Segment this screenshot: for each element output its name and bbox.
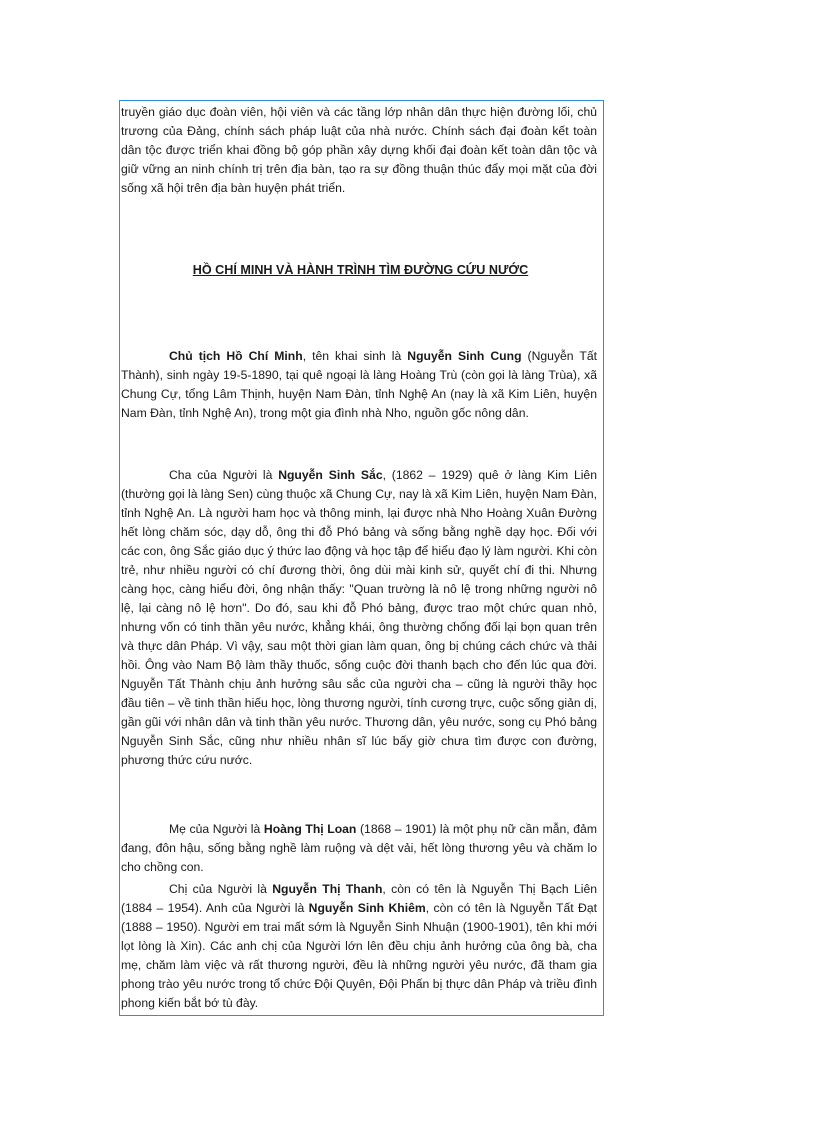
sister-name: Nguyễn Thị Thanh bbox=[272, 882, 383, 896]
brother-name: Nguyễn Sinh Khiêm bbox=[308, 901, 426, 915]
ho-chi-minh-name: Chủ tịch Hồ Chí Minh bbox=[169, 349, 303, 363]
intro-paragraph: truyền giáo dục đoàn viên, hội viên và các tầng lớp nhân dân thực hiện đường lối, chủ trương của Đảng, chính sách pháp luật của nhà nước. Chính sách đại đoàn kết toàn dân tộc được triển khai đồng bộ góp phần xây dựng khối đại đoàn kết toàn dân tộc và giữ vững an ninh chính trị trên địa bàn, tạo ra sự đồng thuận thúc đẩy mọi mặt của đời sống xã hội trên địa bàn huyện phát triển. bbox=[121, 105, 597, 195]
mother-name: Hoàng Thị Loan bbox=[263, 822, 357, 836]
paragraph-mother: Mẹ của Người là Hoàng Thị Loan (1868 – 1901) là một phụ nữ cần mẫn, đảm đang, đôn hậu, sống bằng nghề làm ruộng và dệt vải, hết lòng thương yêu và chăm lo cho chồng con. bbox=[121, 822, 597, 874]
father-name: Nguyễn Sinh Sắc bbox=[278, 468, 383, 482]
paragraph-siblings: Chị của Người là Nguyễn Thị Thanh, còn có tên là Nguyễn Thị Bạch Liên (1884 – 1954). Anh của Người là Nguyễn Sinh Khiêm, còn có tên là Nguyễn Tất Đạt (1888 – 1950). Người em trai mất sớm là Nguyễn Sinh Nhuận (1900-1901), tên khi mới lọt lòng là Xin). Các anh chị của Người lớn lên đều chịu ảnh hưởng của ông bà, cha mẹ, chăm làm việc và rất thương người, đều là những người yêu nước, đã tham gia phong trào yêu nước trong tổ chức Đội Quyên, Đội Phấn bị thực dân Pháp và triều đình phong kiến bắt bớ tù đày. bbox=[121, 882, 598, 1010]
paragraph-birth: Chủ tịch Hồ Chí Minh, tên khai sinh là Nguyễn Sinh Cung (Nguyễn Tất Thành), sinh ngày 19-5-1890, tại quê ngoại là làng Hoàng Trù (còn gọi là làng Trùa), xã Chung Cự, tổng Lâm Thịnh, huyện Nam Đàn, tỉnh Nghệ An (nay là xã Kim Liên, huyện Nam Đàn, tỉnh Nghệ An), trong một gia đình nhà Nho, nguồn gốc nông dân. bbox=[121, 349, 597, 420]
paragraph-father: Cha của Người là Nguyễn Sinh Sắc, (1862 – 1929) quê ở làng Kim Liên (thường gọi là làng Sen) cùng thuộc xã Chung Cự, nay là xã Kim Liên, huyện Nam Đàn, tỉnh Nghệ An. Là người ham học và thông minh, lại được nhà Nho Hoàng Xuân Đường hết lòng chăm sóc, dạy dỗ, ông thi đỗ Phó bảng và sống bằng nghề dạy học. Đối với các con, ông Sắc giáo dục ý thức lao động và học tập để hiểu đạo lý làm người. Khi còn trẻ, như nhiều người có chí đương thời, ông dùi mài kinh sử, quyết chí đi thi. Nhưng càng học, càng hiểu đời, ông nhận thấy: "Quan trường là nô lệ trong những người nô lệ, lại càng nô lệ hơn". Do đó, sau khi đỗ Phó bảng, được trao một chức quan nhỏ, nhưng vốn có tinh thần yêu nước, khẳng khái, ông thường chống đối lại bọn quan trên và thực dân Pháp. Vì vậy, sau một thời gian làm quan, ông bị chúng cách chức và thải hồi. Ông vào Nam Bộ làm thầy thuốc, sống cuộc đời thanh bạch cho đến lúc qua đời. Nguyễn Tất Thành chịu ảnh hưởng sâu sắc của người cha – cũng là người thầy học đầu tiên – về tinh thần hiếu học, lòng thương người, tính cương trực, cuộc sống giản dị, gần gũi với nhân dân và tinh thần yêu nước. Thương dân, yêu nước, song cụ Phó bảng Nguyễn Sinh Sắc, cũng như nhiều nhân sĩ lúc bấy giờ chưa tìm được con đường, phương thức cứu nước. bbox=[121, 468, 597, 767]
section-title: HỒ CHÍ MINH VÀ HÀNH TRÌNH TÌM ĐƯỜNG CỨU NƯỚC bbox=[192, 263, 529, 277]
birth-name: Nguyễn Sinh Cung bbox=[407, 349, 522, 363]
